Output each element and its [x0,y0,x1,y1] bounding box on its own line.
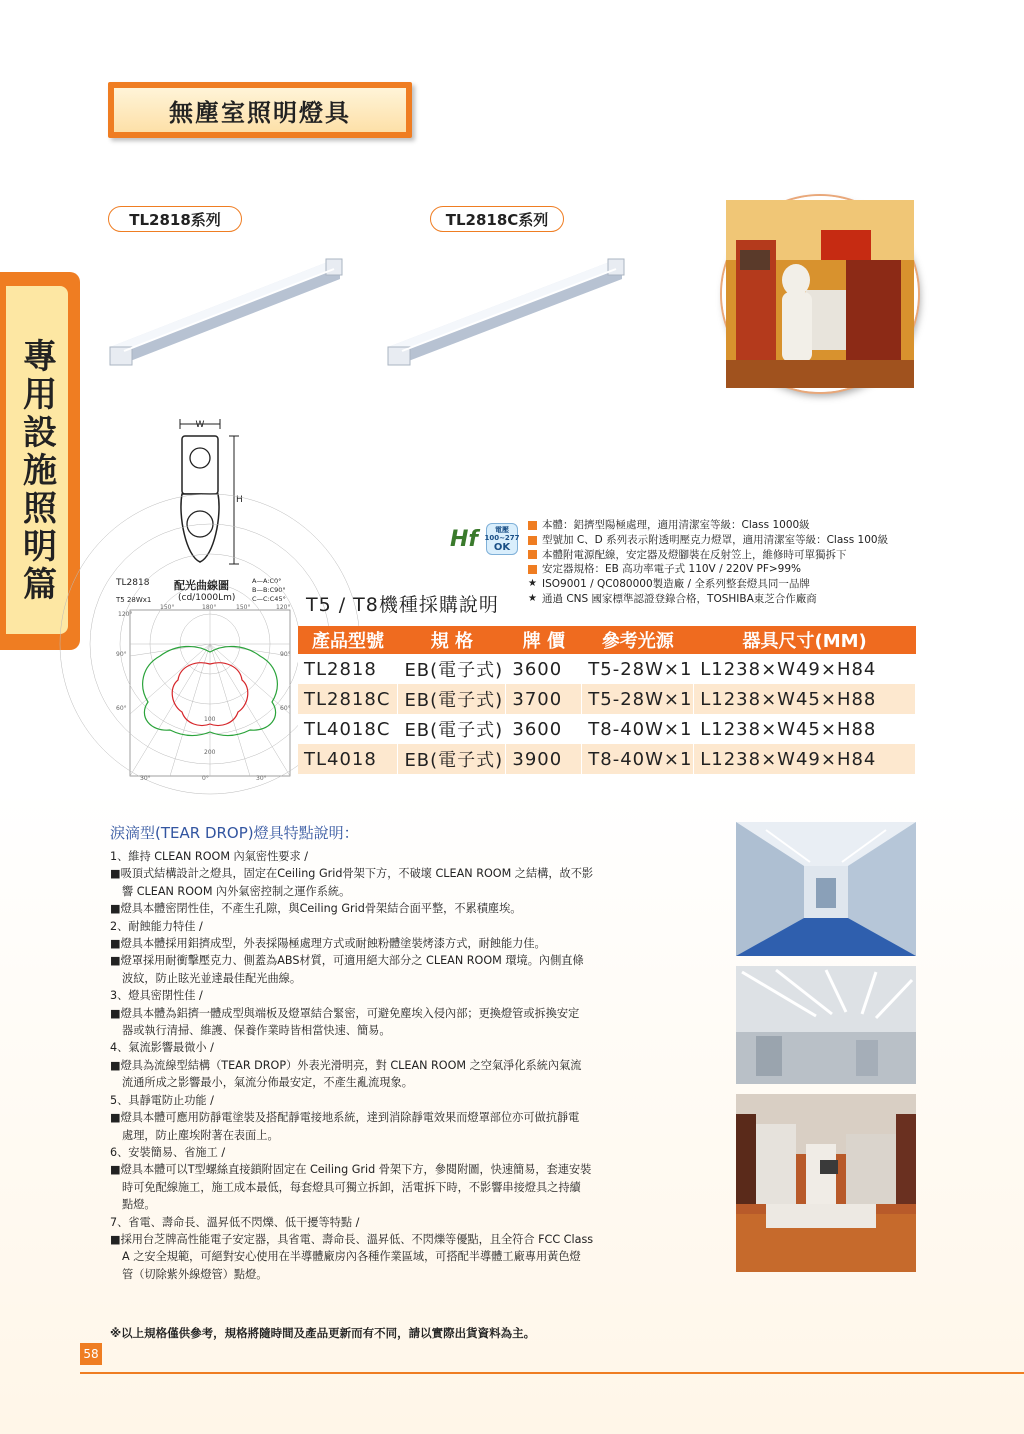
header-model: 產品型號 [298,626,398,654]
description-line: 3、燈具密閉性佳 / [110,989,203,1003]
cell-model: TL2818 [298,654,398,684]
description-line: ■燈具本體為鋁擠一體成型與端板及燈罩結合緊密，可避免塵埃入侵內部；更換燈管或拆換安定 [110,1006,580,1020]
star-bullet-icon: ★ [528,578,537,590]
table-row [298,744,916,774]
cell-spec: EB(電子式) [398,744,506,774]
description-line: 器或執行清掃、維護、保養作業時皆相當快速、簡易。 [122,1024,391,1038]
feature-item [528,518,888,533]
feature-list [528,518,888,607]
cell-dimensions: L1238×W45×H88 [694,684,916,714]
fixture-image-tl2818c [382,255,632,370]
polar-angle-30-right: 30° [256,775,267,782]
feature-item [528,577,888,592]
side-tab-inner [6,286,68,634]
header-dimensions: 器具尺寸(MM) [694,626,916,654]
polar-legend-b: B—B:C90° [252,586,286,594]
polar-legend [252,577,286,604]
description-line: 點燈。 [122,1198,156,1212]
description-line: ■燈具本體可以T型螺絲直接鎖附固定在 Ceiling Grid 骨架下方，參閱附圖，快速簡易，套連安裝 [110,1163,592,1177]
cell-light-source: T8-40W×1 [582,714,694,744]
cell-spec: EB(電子式) [398,714,506,744]
cleanroom-ceiling-photo [736,966,916,1084]
voltage-ok-badge [486,523,518,555]
side-tab [0,272,80,650]
description-line: 1、維持 CLEAN ROOM 內氣密性要求 / [110,850,308,863]
voltage-ok: OK [493,541,511,553]
description-line: ■燈具為流線型結構（TEAR DROP）外表光滑明亮，對 CLEAN ROOM 之空氣淨化系統內氣流 [110,1058,582,1072]
feature-item [528,533,888,548]
hf-logo-text: Hf [450,526,478,552]
square-bullet-icon [528,565,537,574]
table-row [298,654,916,684]
polar-angle-60-left: 60° [116,705,127,712]
polar-angle-60-right: 60° [280,705,291,712]
spec-header-row [298,626,916,654]
polar-model: TL2818 [116,578,150,588]
polar-ring-200: 200 [204,749,216,756]
star-bullet-icon: ★ [528,592,537,604]
cell-model: TL4018C [298,714,398,744]
light-distribution-chart [116,604,296,782]
polar-legend-a: A—A:C0° [252,577,282,585]
cell-spec: EB(電子式) [398,654,506,684]
cell-dimensions: L1238×W49×H84 [694,744,916,774]
height-label: H [236,495,243,505]
width-label: W [195,420,205,430]
header-price: 牌 價 [506,626,582,654]
footnote: ※以上規格僅供參考，規格將隨時間及產品更新而有不同，請以實際出貨資料為主。 [110,1326,536,1340]
cell-price: 3600 [506,654,582,684]
polar-angle-0: 0° [202,775,209,782]
polar-angle-180: 180° [202,604,217,611]
feature-text: 安定器規格：EB 高功率電子式 110V / 220V PF>99% [542,563,802,576]
hf-badge [450,523,520,555]
description-line: ■燈罩採用耐衝擊壓克力、側蓋為ABS材質，可適用絕大部分之 CLEAN ROOM 環境。內側直條 [110,954,584,968]
title-banner [108,82,412,138]
description-line: ■吸頂式結構設計之燈具，固定在Ceiling Grid骨架下方，不破壞 CLEAN ROOM 之結構，故不影 [110,867,594,881]
polar-angle-150-left: 150° [160,604,175,611]
cell-light-source: T5-28W×1 [582,654,694,684]
feature-item [528,562,888,577]
description-line: ■燈具本體採用鋁擠成型，外表採陽極處理方式或耐蝕粉體塗裝烤漆方式，耐蝕能力佳。 [110,937,546,951]
cleanroom-worker-photo [722,196,918,392]
cleanroom-corridor-photo [736,822,916,956]
polar-angle-120-left: 120° [118,611,133,618]
fixture-image-tl2818 [104,255,350,370]
series-label-tl2818c: TL2818C系列 [430,206,564,232]
description-line: 流通所成之影響最小，氣流分佈最安定，不產生亂流現象。 [122,1076,413,1090]
series-label-tl2818: TL2818系列 [108,206,242,232]
description-line: 6、安裝簡易、省施工 / [110,1145,226,1159]
spec-table [298,626,916,774]
square-bullet-icon [528,550,537,559]
description-line: ■採用台芝牌高性能電子安定器，具省電、壽命長、溫昇低、不閃爍等優點，且全符合 FCC Class [110,1232,594,1246]
side-tab-label: 專用設施照明篇 [16,338,57,604]
description-line: 7、省電、壽命長、溫昇低不閃爍、低干擾等特點 / [110,1215,360,1229]
feature-text: 通過 CNS 國家標準認證登錄合格，TOSHIBA東芝合作廠商 [542,592,817,605]
polar-unit: (cd/1000Lm) [178,593,236,603]
feature-text: 本體附電源配線，安定器及燈腳裝在反射笠上，維修時可單獨拆下 [542,548,847,561]
description-body [110,848,650,1283]
square-bullet-icon [528,521,537,530]
page-title: 無塵室照明燈具 [114,88,406,132]
description-line: 5、具靜電防止功能 / [110,1093,214,1107]
table-row [298,714,916,744]
square-bullet-icon [528,536,537,545]
spec-section-title: T5 / T8機種採購說明 [306,594,499,616]
page-number: 58 [80,1343,102,1365]
description-line: ■燈具本體密閉性佳，不產生孔隙，與Ceiling Grid骨架結合面平整，不累積塵埃。 [110,902,522,916]
header-spec: 規 格 [398,626,506,654]
description-line: 處理，防止塵埃附著在表面上。 [122,1128,279,1142]
cell-light-source: T8-40W×1 [582,744,694,774]
cell-light-source: T5-28W×1 [582,684,694,714]
polar-angle-90-left: 90° [116,651,127,658]
description-line: 管（切除紫外線燈管）點燈。 [122,1267,268,1281]
cell-model: TL2818C [298,684,398,714]
description-line: 響 CLEAN ROOM 內外氣密控制之運作系統。 [122,884,351,898]
feature-text: 型號加 C、D 系列表示附透明壓克力燈罩，適用清潔室等級：Class 100級 [542,533,889,546]
bottom-divider [80,1372,1024,1374]
cell-price: 3700 [506,684,582,714]
polar-legend-c: C—C:C45° [252,595,286,603]
cell-dimensions: L1238×W49×H84 [694,654,916,684]
dimension-diagram [176,416,242,568]
cleanroom-equipment-photo [736,1094,916,1272]
description-title: 淚滴型(TEAR DROP)燈具特點說明： [110,824,359,842]
feature-text: 本體：鋁擠型陽極處理，適用清潔室等級：Class 1000級 [542,519,810,531]
description-line: 2、耐蝕能力特佳 / [110,919,203,933]
polar-angle-150-right: 150° [236,604,251,611]
polar-lamp: T5 28Wx1 [116,596,152,604]
cell-spec: EB(電子式) [398,684,506,714]
polar-angle-90-right: 90° [280,651,291,658]
description-line: 波紋，防止眩光並達最佳配光曲線。 [122,971,302,985]
feature-item [528,592,888,607]
cell-price: 3900 [506,744,582,774]
description-line: 時可免配線施工，施工成本最低，每套燈具可獨立拆卸，活電拆下時，不影響串接燈具之持續 [122,1180,581,1194]
polar-ring-100: 100 [204,716,216,723]
polar-angle-30-left: 30° [140,775,151,782]
voltage-range: 100~277 [484,533,520,542]
description-line: ■燈具本體可應用防靜電塗裝及搭配靜電接地系統，達到消除靜電效果而燈罩部位亦可做抗靜電 [110,1111,580,1125]
table-row [298,684,916,714]
cell-dimensions: L1238×W45×H88 [694,714,916,744]
feature-item [528,548,888,563]
feature-text: ISO9001 / QC080000製造廠 / 全系列整套燈具同一品牌 [542,578,810,591]
cell-price: 3600 [506,714,582,744]
description-line: 4、氣流影響最微小 / [110,1041,214,1055]
polar-angle-120-right: 120° [276,604,291,611]
description-line: A 之安全規範，可絕對安心使用在半導體廠房內各種作業區域，可搭配半導體工廠專用黃色燈 [122,1250,581,1264]
polar-title: 配光曲線圖 [174,579,229,592]
cell-model: TL4018 [298,744,398,774]
voltage-label: 電壓 [495,525,509,534]
header-light-source: 參考光源 [582,626,694,654]
